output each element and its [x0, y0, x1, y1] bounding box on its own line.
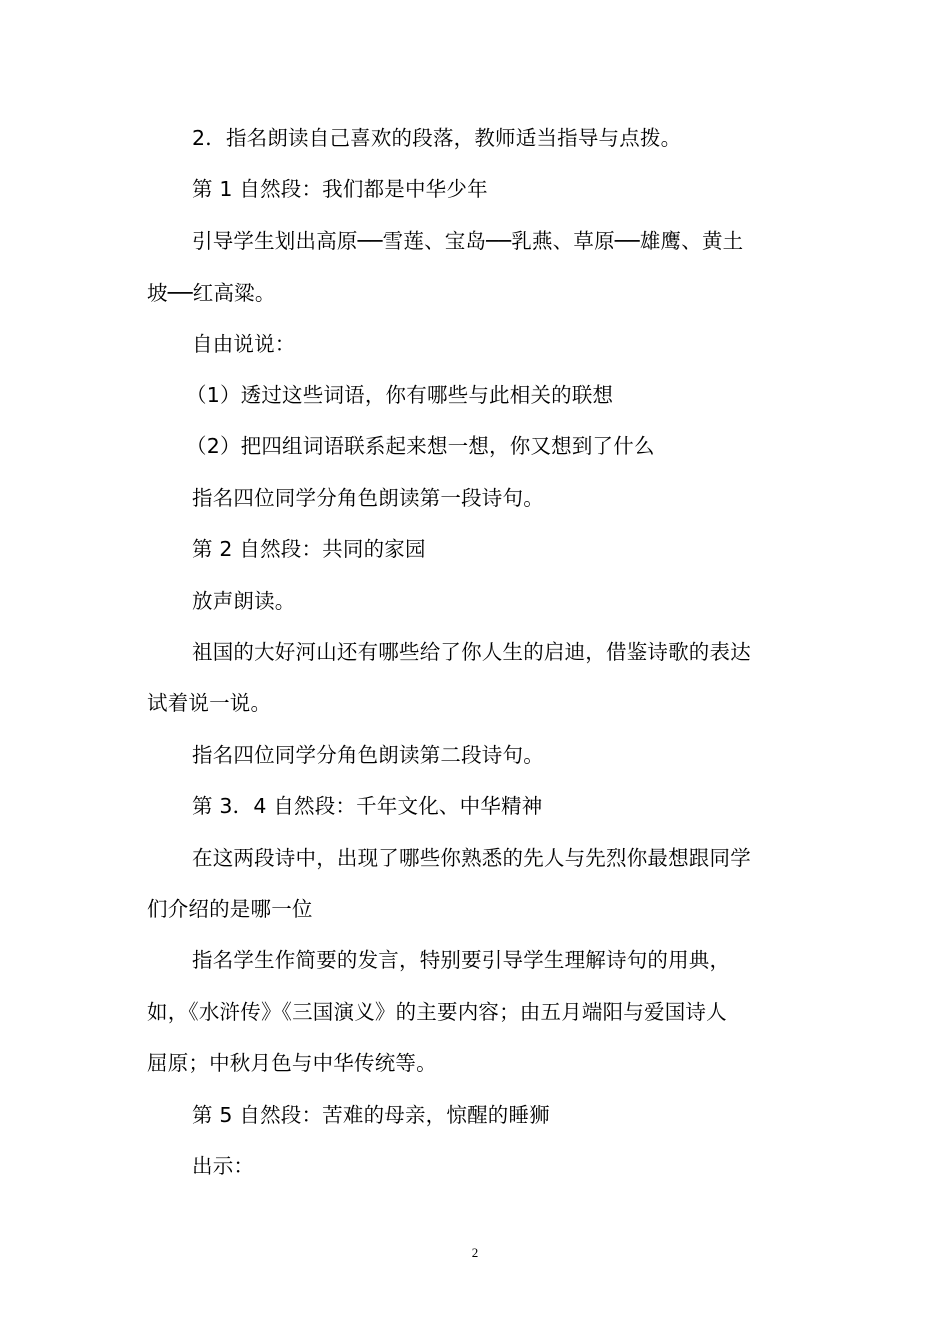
paragraph-landscape-inspiration-continued: 试着说一说。 — [147, 691, 272, 715]
paragraph-role-reading-1: 指名四位同学分角色朗读第一段诗句。 — [192, 486, 544, 510]
question-2: （2）把四组词语联系起来想一想，你又想到了什么 — [186, 434, 655, 458]
paragraph-word-pairs-continued: 坡──红高粱。 — [147, 281, 276, 305]
section-heading-2: 第 2 自然段：共同的家园 — [192, 537, 426, 561]
section-heading-1: 第 1 自然段：我们都是中华少年 — [192, 177, 488, 201]
paragraph-reading-guidance: 2．指名朗读自己喜欢的段落，教师适当指导与点拨。 — [192, 126, 682, 150]
paragraph-free-talk: 自由说说： — [192, 332, 296, 356]
paragraph-landscape-inspiration: 祖国的大好河山还有哪些给了你人生的启迪，借鉴诗歌的表达 — [192, 640, 751, 664]
section-heading-3-4: 第 3．4 自然段：千年文化、中华精神 — [192, 794, 543, 818]
paragraph-allusion-examples: 如，《水浒传》《三国演义》的主要内容；由五月端阳与爱国诗人 — [147, 1000, 727, 1024]
paragraph-allusion-examples-continued: 屈原；中秋月色与中华传统等。 — [147, 1051, 437, 1075]
paragraph-show: 出示： — [192, 1154, 255, 1178]
paragraph-ancestors-question-continued: 们介绍的是哪一位 — [147, 897, 313, 921]
paragraph-read-aloud: 放声朗读。 — [192, 589, 296, 613]
section-heading-5: 第 5 自然段：苦难的母亲，惊醒的睡狮 — [192, 1103, 550, 1127]
paragraph-ancestors-question: 在这两段诗中，出现了哪些你熟悉的先人与先烈你最想跟同学 — [192, 846, 751, 870]
page-number: 2 — [471, 1245, 479, 1260]
paragraph-word-pairs: 引导学生划出高原──雪莲、宝岛──乳燕、草原──雄鹰、黄土 — [192, 229, 744, 253]
paragraph-role-reading-2: 指名四位同学分角色朗读第二段诗句。 — [192, 743, 544, 767]
paragraph-allusion-guidance: 指名学生作简要的发言，特别要引导学生理解诗句的用典， — [192, 948, 731, 972]
question-1: （1）透过这些词语，你有哪些与此相关的联想 — [186, 383, 614, 407]
